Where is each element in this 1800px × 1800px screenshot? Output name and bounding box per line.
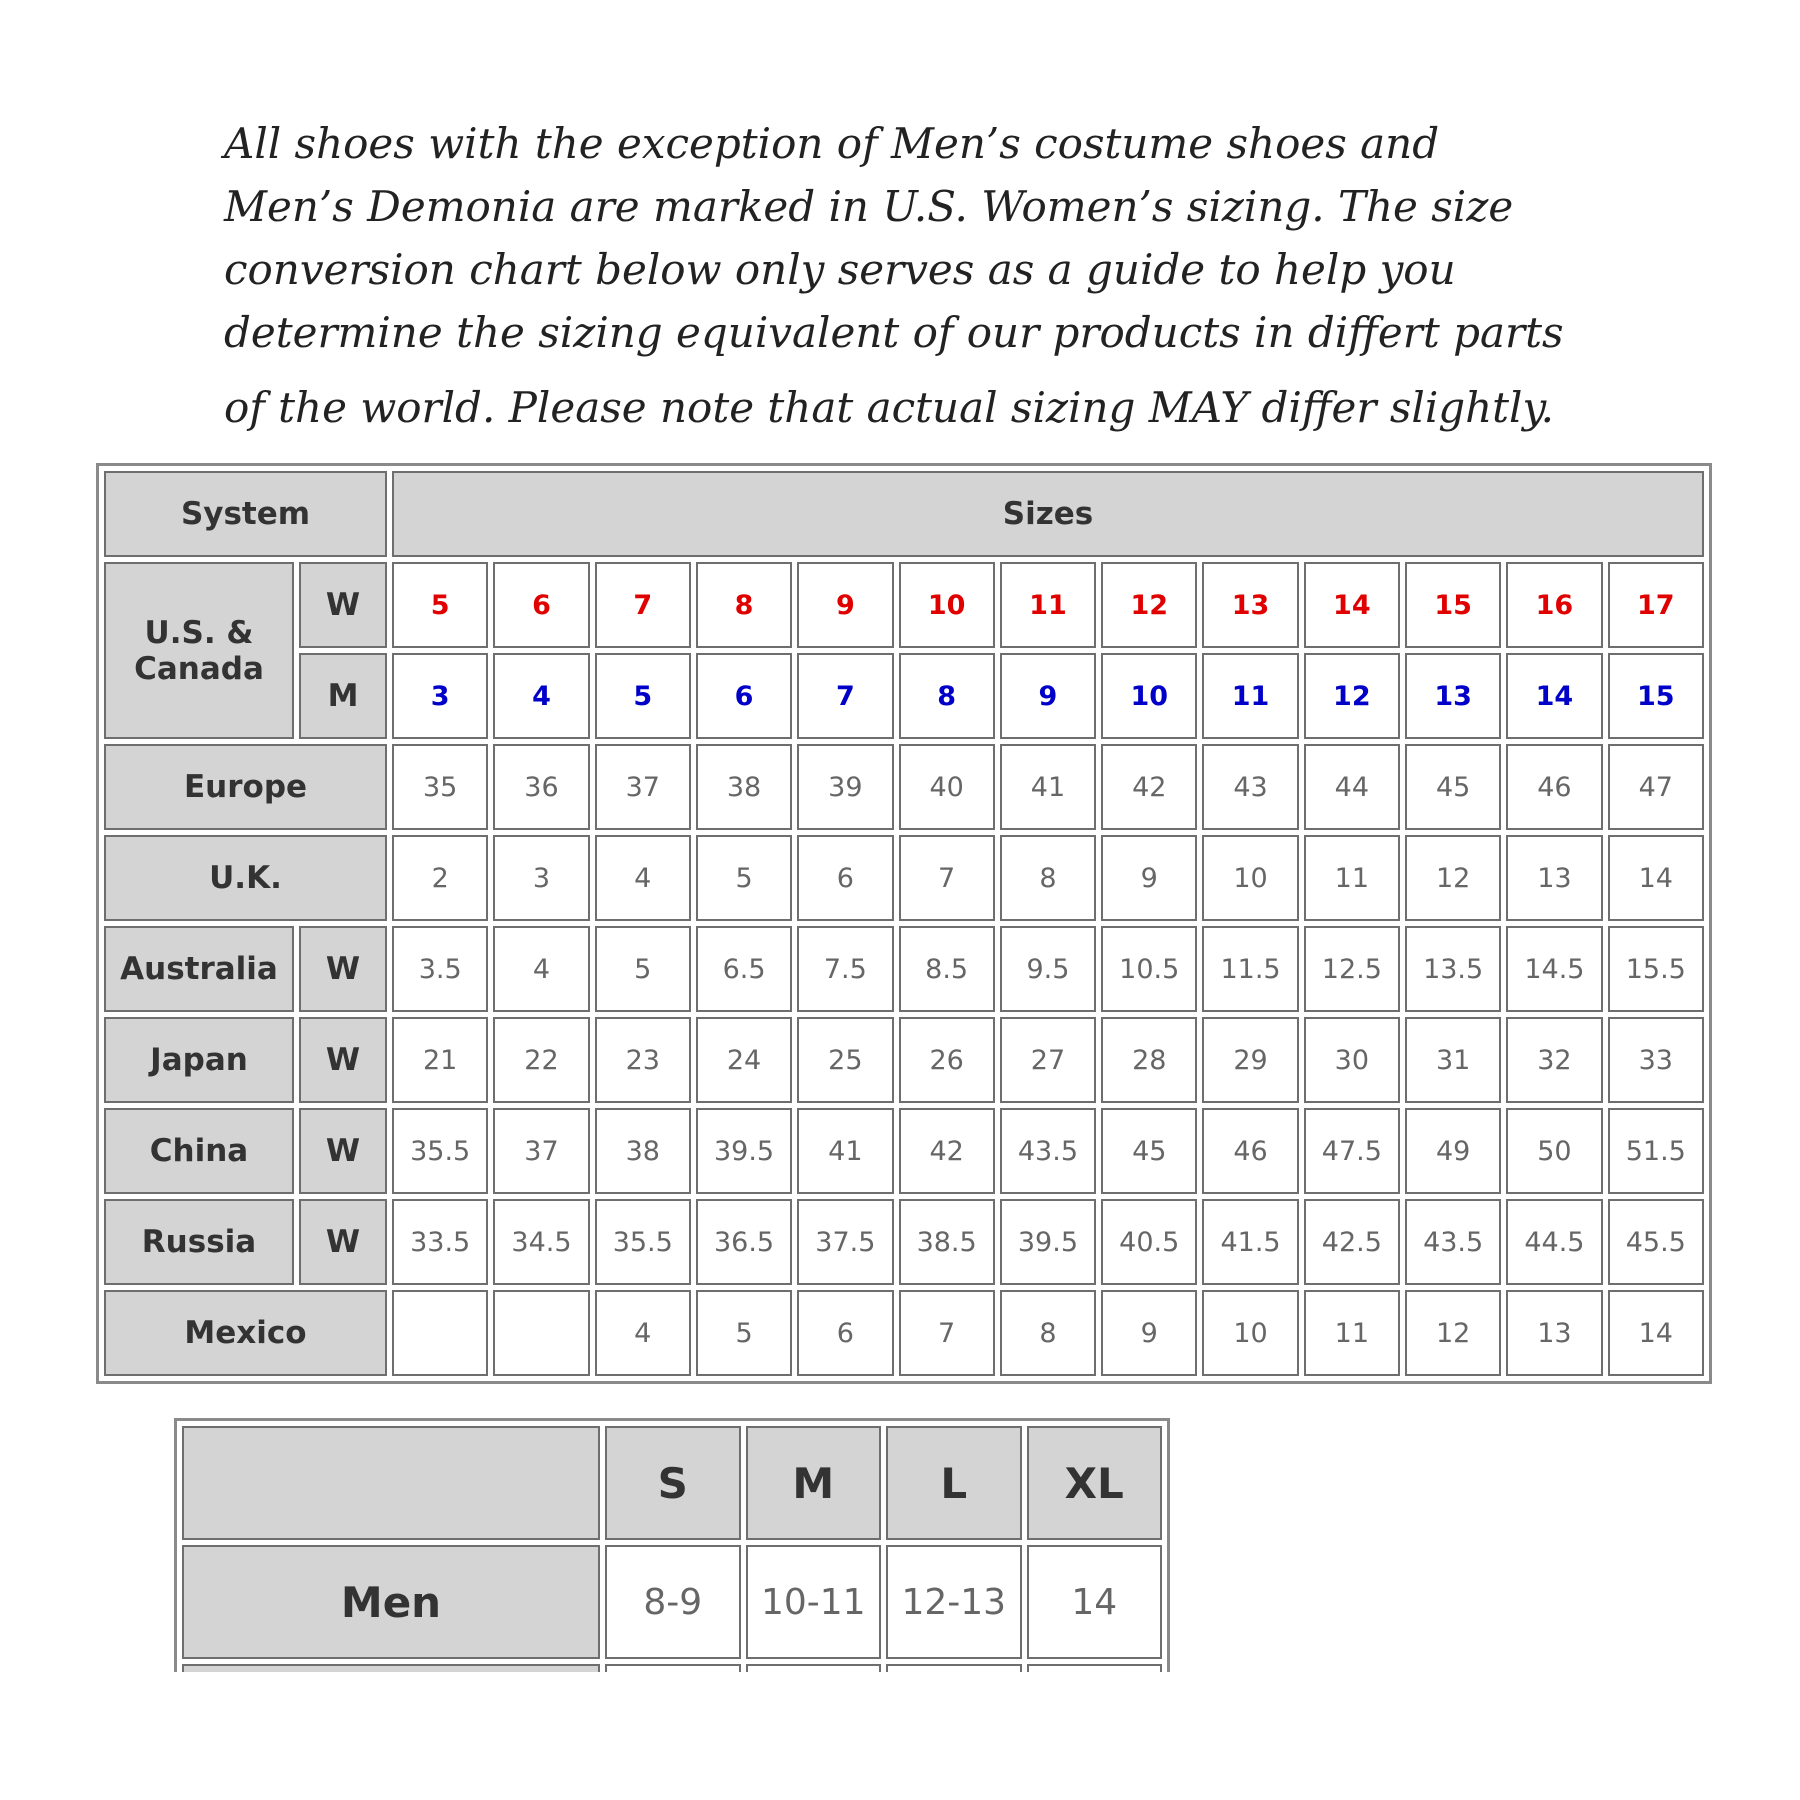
japan-size: 27: [1000, 1017, 1096, 1103]
japan-size: 25: [797, 1017, 893, 1103]
mexico-size: 5: [696, 1290, 792, 1376]
europe-size: 38: [696, 744, 792, 830]
us-men-size: 7: [797, 653, 893, 739]
japan-size: 31: [1405, 1017, 1501, 1103]
australia-size: 4: [493, 926, 589, 1012]
intro-line: All shoes with the exception of Men’s costume shoes and: [224, 119, 1440, 168]
uk-label: U.K.: [104, 835, 387, 921]
us-men-size: 14: [1506, 653, 1602, 739]
us-men-size: 13: [1405, 653, 1501, 739]
uk-size: 10: [1202, 835, 1298, 921]
europe-size: 46: [1506, 744, 1602, 830]
us-women-size: 9: [797, 562, 893, 648]
russia-size: 33.5: [392, 1199, 488, 1285]
us-women-size: 12: [1101, 562, 1197, 648]
mexico-size: 11: [1304, 1290, 1400, 1376]
us-men-size: 6: [696, 653, 792, 739]
mexico-size: 10: [1202, 1290, 1298, 1376]
apparel-row-men: [182, 1545, 1162, 1659]
apparel-size-header: M: [746, 1426, 882, 1540]
mexico-size: 14: [1608, 1290, 1704, 1376]
us-women-size: 17: [1608, 562, 1704, 648]
europe-size: 47: [1608, 744, 1704, 830]
apparel-men-size: 14: [1027, 1545, 1163, 1659]
uk-size: 2: [392, 835, 488, 921]
japan-size: 23: [595, 1017, 691, 1103]
us-men-size: 3: [392, 653, 488, 739]
apparel-men-size: 10-11: [746, 1545, 882, 1659]
australia-sub-label: W: [299, 926, 387, 1012]
uk-size: 14: [1608, 835, 1704, 921]
russia-size: 45.5: [1608, 1199, 1704, 1285]
us-men-size: 5: [595, 653, 691, 739]
us-men-size: 15: [1608, 653, 1704, 739]
japan-size: 22: [493, 1017, 589, 1103]
apparel-header-row: [182, 1426, 1162, 1540]
china-size: 49: [1405, 1108, 1501, 1194]
uk-size: 7: [899, 835, 995, 921]
us-men-size: 12: [1304, 653, 1400, 739]
russia-size: 35.5: [595, 1199, 691, 1285]
china-size: 35.5: [392, 1108, 488, 1194]
mexico-size: 13: [1506, 1290, 1602, 1376]
us-women-size: 11: [1000, 562, 1096, 648]
europe-size: 39: [797, 744, 893, 830]
uk-size: 12: [1405, 835, 1501, 921]
europe-label: Europe: [104, 744, 387, 830]
australia-size: 8.5: [899, 926, 995, 1012]
china-size: 46: [1202, 1108, 1298, 1194]
europe-size: 40: [899, 744, 995, 830]
apparel-size-table: [174, 1418, 1170, 1672]
japan-size: 33: [1608, 1017, 1704, 1103]
apparel-size-header: S: [605, 1426, 741, 1540]
china-size: 41: [797, 1108, 893, 1194]
uk-size: 5: [696, 835, 792, 921]
russia-size: 39.5: [1000, 1199, 1096, 1285]
mexico-size: 6: [797, 1290, 893, 1376]
australia-size: 6.5: [696, 926, 792, 1012]
us-women-size: 7: [595, 562, 691, 648]
women-sub-label: W: [299, 562, 387, 648]
europe-size: 44: [1304, 744, 1400, 830]
russia-size: 44.5: [1506, 1199, 1602, 1285]
uk-size: 13: [1506, 835, 1602, 921]
china-size: 45: [1101, 1108, 1197, 1194]
us-men-size: 4: [493, 653, 589, 739]
europe-size: 41: [1000, 744, 1096, 830]
us-women-size: 13: [1202, 562, 1298, 648]
apparel-cropped-cell: [1027, 1664, 1163, 1672]
us-women-size: 8: [696, 562, 792, 648]
russia-size: 43.5: [1405, 1199, 1501, 1285]
intro-line: Men’s Demonia are marked in U.S. Women’s sizing. The size: [224, 182, 1514, 231]
us-women-size: 16: [1506, 562, 1602, 648]
apparel-size-header: XL: [1027, 1426, 1163, 1540]
mexico-size: 12: [1405, 1290, 1501, 1376]
australia-size: 12.5: [1304, 926, 1400, 1012]
europe-size: 37: [595, 744, 691, 830]
europe-size: 42: [1101, 744, 1197, 830]
japan-size: 29: [1202, 1017, 1298, 1103]
system-header: System: [104, 471, 387, 557]
europe-size: 35: [392, 744, 488, 830]
china-size: 37: [493, 1108, 589, 1194]
china-label: China: [104, 1108, 294, 1194]
japan-size: 24: [696, 1017, 792, 1103]
apparel-corner-cell: [182, 1426, 600, 1540]
uk-size: 3: [493, 835, 589, 921]
us-women-size: 5: [392, 562, 488, 648]
australia-size: 5: [595, 926, 691, 1012]
us-men-size: 10: [1101, 653, 1197, 739]
apparel-cropped-cell: [605, 1664, 741, 1672]
russia-sub-label: W: [299, 1199, 387, 1285]
apparel-cropped-cell: [182, 1664, 600, 1672]
japan-size: 28: [1101, 1017, 1197, 1103]
us-men-size: 9: [1000, 653, 1096, 739]
europe-size: 43: [1202, 744, 1298, 830]
japan-label: Japan: [104, 1017, 294, 1103]
australia-size: 10.5: [1101, 926, 1197, 1012]
uk-size: 11: [1304, 835, 1400, 921]
china-size: 47.5: [1304, 1108, 1400, 1194]
china-size: 38: [595, 1108, 691, 1194]
us-women-size: 15: [1405, 562, 1501, 648]
uk-size: 9: [1101, 835, 1197, 921]
australia-label: Australia: [104, 926, 294, 1012]
australia-size: 7.5: [797, 926, 893, 1012]
uk-size: 6: [797, 835, 893, 921]
mexico-size: 9: [1101, 1290, 1197, 1376]
us-canada-label: U.S. & Canada: [104, 562, 294, 739]
russia-size: 40.5: [1101, 1199, 1197, 1285]
japan-size: 32: [1506, 1017, 1602, 1103]
russia-size: 37.5: [797, 1199, 893, 1285]
japan-size: 21: [392, 1017, 488, 1103]
russia-label: Russia: [104, 1199, 294, 1285]
us-women-size: 14: [1304, 562, 1400, 648]
apparel-size-header: L: [886, 1426, 1022, 1540]
japan-size: 26: [899, 1017, 995, 1103]
intro-line: determine the sizing equivalent of our products in differt parts: [224, 308, 1564, 357]
mexico-size: 7: [899, 1290, 995, 1376]
australia-size: 13.5: [1405, 926, 1501, 1012]
apparel-cropped-row: [182, 1664, 1162, 1672]
china-size: 51.5: [1608, 1108, 1704, 1194]
russia-size: 41.5: [1202, 1199, 1298, 1285]
uk-size: 4: [595, 835, 691, 921]
apparel-men-label: Men: [182, 1545, 600, 1659]
australia-size: 15.5: [1608, 926, 1704, 1012]
china-size: 42: [899, 1108, 995, 1194]
japan-sub-label: W: [299, 1017, 387, 1103]
europe-size: 36: [493, 744, 589, 830]
apparel-men-size: 8-9: [605, 1545, 741, 1659]
mexico-size: 4: [595, 1290, 691, 1376]
sizes-header: Sizes: [392, 471, 1704, 557]
us-men-size: 11: [1202, 653, 1298, 739]
apparel-men-size: 12-13: [886, 1545, 1022, 1659]
japan-size: 30: [1304, 1017, 1400, 1103]
men-sub-label: M: [299, 653, 387, 739]
australia-size: 3.5: [392, 926, 488, 1012]
europe-size: 45: [1405, 744, 1501, 830]
china-size: 39.5: [696, 1108, 792, 1194]
us-women-size: 6: [493, 562, 589, 648]
australia-size: 14.5: [1506, 926, 1602, 1012]
apparel-cropped-cell: [746, 1664, 882, 1672]
intro-line: of the world. Please note that actual sizing MAY differ slightly.: [224, 383, 1554, 432]
australia-size: 11.5: [1202, 926, 1298, 1012]
australia-size: 9.5: [1000, 926, 1096, 1012]
russia-size: 42.5: [1304, 1199, 1400, 1285]
china-size: 43.5: [1000, 1108, 1096, 1194]
china-size: 50: [1506, 1108, 1602, 1194]
uk-size: 8: [1000, 835, 1096, 921]
russia-size: 34.5: [493, 1199, 589, 1285]
intro-line: conversion chart below only serves as a guide to help you: [224, 245, 1456, 294]
russia-size: 38.5: [899, 1199, 995, 1285]
china-sub-label: W: [299, 1108, 387, 1194]
apparel-cropped-cell: [886, 1664, 1022, 1672]
russia-size: 36.5: [696, 1199, 792, 1285]
us-women-size: 10: [899, 562, 995, 648]
mexico-label: Mexico: [104, 1290, 387, 1376]
mexico-size: 8: [1000, 1290, 1096, 1376]
us-men-size: 8: [899, 653, 995, 739]
